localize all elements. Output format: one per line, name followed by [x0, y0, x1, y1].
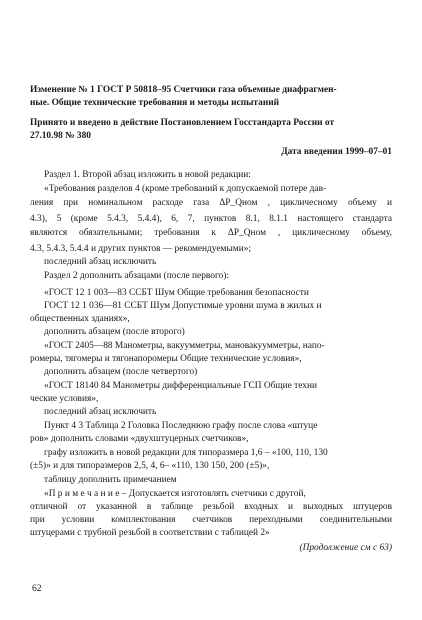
effective-date: Дата введения 1999–07–01 — [281, 147, 392, 157]
body-line-17: ческие условия», — [30, 394, 99, 404]
body-line-19: Пункт 4 3 Таблица 2 Головка Последнюю графу после слова «штуце — [44, 421, 318, 431]
body-line-1: Раздел 1. Второй абзац изложить в новой редакции: — [44, 170, 251, 180]
body-line-13: «ГОСТ 2405—88 Манометры, вакуумметры, мановакуумметры, напо- — [44, 341, 325, 351]
body-line-3-text: ления при номинальном расходе газа ΔP_Qном , цикличесному объему и — [30, 198, 392, 208]
note-line-3: при условии комплектования счетчиков переходными соединительными — [30, 515, 392, 525]
note-line-1: «П р и м е ч а н и е – Допускается изготовлять счетчики с другой, — [44, 489, 306, 499]
body-line-21: графу изложить в новой редакции для типоразмера 1,6 – «100, 110, 130 — [44, 448, 328, 458]
continued-note: (Продолжение см с 63) — [299, 543, 392, 553]
adopted-line-2: 27.10.98 № 380 — [30, 131, 91, 141]
body-line-9: «ГОСТ 12 1 003—83 ССБТ Шум Общие требования безопасности — [44, 288, 309, 298]
page-number: 62 — [32, 583, 42, 594]
adopted-line-1: Принято и введено в действие Постановлением Госстандарта России от — [30, 118, 335, 128]
body-line-4: 4.3), 5 (кроме 5.4.3, 5.4.4), 6, 7, пунктов 8.1, 8.1.1 настоящего стандарта — [30, 214, 392, 224]
body-line-7: последний абзац исключить — [44, 257, 157, 267]
body-line-5: являются обязательными; требования к ΔP_Qном , цикличесному объему, — [30, 228, 392, 238]
body-line-3 — [30, 197, 392, 209]
body-line-2: «Требования разделов 4 (кроме требований к допускаемой потере дав- — [44, 184, 327, 194]
body-line-22: (±5)» и для типоразмеров 2,5, 4, 6– «110, 130 150, 200 (±5)», — [30, 461, 270, 471]
amendment-title-line-2: ные. Общие технические требования и методы испытаний — [30, 98, 280, 108]
body-line-23: таблицу дополнить примечанием — [44, 475, 177, 485]
note-line-4: штуцерами с трубной резьбой в соответствии с таблицей 2» — [30, 528, 270, 538]
body-line-18: последний абзац исключить — [44, 407, 157, 417]
body-line-16: «ГОСТ 18140 84 Манометры дифференциальные ГСП Общие техни — [44, 381, 318, 391]
body-line-14: ромеры, тягомеры и тягонапоромеры Общие технические условия», — [30, 354, 302, 364]
body-line-12: дополнить абзацем (после второго) — [44, 327, 185, 337]
amendment-title-line-1: Изменение № 1 ГОСТ Р 50818–95 Счетчики газа объемные диафрагмен- — [30, 85, 337, 95]
body-line-11: общественных зданиях», — [30, 314, 130, 324]
body-line-15: дополнить абзацем (после четвертого) — [44, 367, 198, 377]
body-line-6: 4.3, 5.4.3, 5.4.4 и других пунктов — рекомендуемыми»; — [30, 244, 252, 254]
body-line-8: Раздел 2 дополнить абзацами (после первого): — [44, 271, 229, 281]
body-line-10: ГОСТ 12 1 036—81 ССБТ Шум Допустимые уровни шума в жилых и — [44, 301, 322, 311]
body-line-20: ров» дополнить словами «двухштуцерных счетчиков», — [30, 434, 249, 444]
note-line-2: отличной от указанной в таблице резьбой входных и выходных штуцеров — [30, 502, 392, 512]
